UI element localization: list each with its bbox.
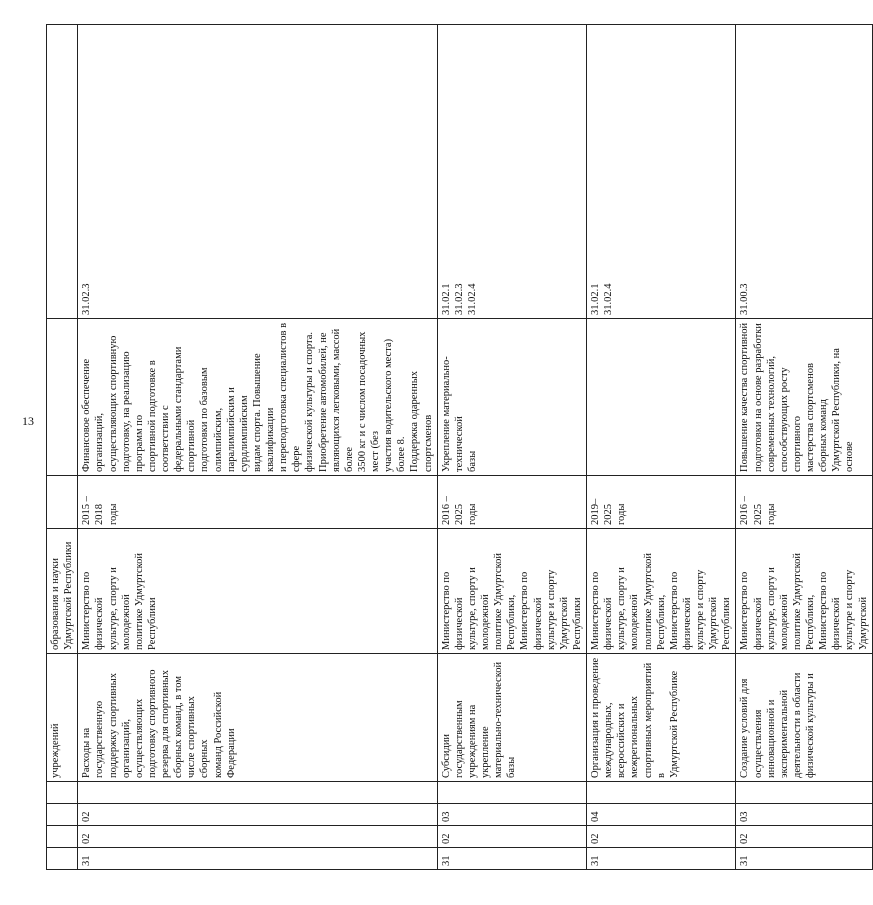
table-row <box>78 25 437 870</box>
table-row <box>437 25 586 870</box>
program-activities-table <box>46 24 873 870</box>
cell-name-continued: учреждений <box>47 654 78 782</box>
cell-executor: Министерство по физической культуре, спорту и молодежной политике Удмуртской Республики, Министерство по физической культуре и спорту Удмуртской <box>736 529 872 654</box>
cell-blank <box>47 25 78 319</box>
cell-gp: 31 <box>736 848 872 870</box>
cell-m <box>437 782 586 804</box>
cell-blank <box>47 804 78 826</box>
cell-indicators: 31.02.1 31.02.3 31.02.4 <box>437 25 586 319</box>
table-row <box>47 25 78 870</box>
cell-executor: Министерство по физической культуре, спорту и молодежной политике Удмуртской Республики, Министерство по физической культуре и спорту Удмуртской Республики <box>587 529 736 654</box>
cell-name: Создание условий для осуществления инновационной и экспериментальной деятельности в области физической культуры и <box>736 654 872 782</box>
cell-pp: 02 <box>736 826 872 848</box>
cell-om: 02 <box>78 804 437 826</box>
cell-result <box>587 319 736 476</box>
cell-executor: Министерство по физической культуре, спорту и молодежной политике Удмуртской Республики <box>78 529 437 654</box>
table-row <box>736 25 872 870</box>
cell-blank <box>47 782 78 804</box>
cell-name: Расходы на государственную поддержку спортивных организаций, осуществляющих подготовку спортивного резерва для спортивных сборных команд, в том числе спортивных сборных команд Российской Федерации <box>78 654 437 782</box>
cell-indicators: 31.00.3 <box>736 25 872 319</box>
cell-m <box>736 782 872 804</box>
page-number: 13 <box>22 414 34 428</box>
cell-period: 2016 – 2025 годы <box>736 476 872 529</box>
cell-pp: 02 <box>587 826 736 848</box>
cell-blank <box>47 476 78 529</box>
cell-om: 03 <box>437 804 586 826</box>
cell-name: Субсидии государственным учреждениям на укрепление материально-технической базы <box>437 654 586 782</box>
cell-blank <box>47 848 78 870</box>
cell-blank <box>47 826 78 848</box>
cell-blank <box>47 319 78 476</box>
cell-gp: 31 <box>437 848 586 870</box>
cell-period: 2019–2025 годы <box>587 476 736 529</box>
cell-om: 03 <box>736 804 872 826</box>
cell-executor-continued: образования и науки Удмуртской Республики <box>47 529 78 654</box>
cell-executor: Министерство по физической культуре, спорту и молодежной политике Удмуртской Республики, Министерство по физической культуре и спорту Удмуртской Республики <box>437 529 586 654</box>
cell-period: 2015 – 2018 годы <box>78 476 437 529</box>
cell-m <box>587 782 736 804</box>
cell-om: 04 <box>587 804 736 826</box>
cell-period: 2016 – 2025 годы <box>437 476 586 529</box>
cell-result: Повышение качества спортивной подготовки на основе разработки современных технологий, способствующих росту спортивного мастерства спортсменов сборных команд Удмуртской Республики, на основе <box>736 319 872 476</box>
cell-gp: 31 <box>78 848 437 870</box>
cell-gp: 31 <box>587 848 736 870</box>
rotated-table-container <box>46 25 869 870</box>
cell-name: Организация и проведение международных, всероссийских и межрегиональных спортивных мероприятий в Удмуртской Республике <box>587 654 736 782</box>
cell-pp: 02 <box>78 826 437 848</box>
cell-pp: 02 <box>437 826 586 848</box>
cell-indicators: 31.02.3 <box>78 25 437 319</box>
table-row <box>587 25 736 870</box>
cell-result: Финансовое обеспечение организаций, осуществляющих спортивную подготовку, на реализацию программ по спортивной подготовке в соответствии с федеральными стандартами спортивной подготовки по базовым олимпийским, паралимпийским и сурдлимпийским видам спорта. Повышение квалификации и переподготовка специалистов в сфере физической культуры и спорта. Приобретение автомобилей, не являющихся легковыми, массой более 3500 кг и с числом посадочных мест (без участия водительского места) более 8. Поддержка одаренных спортсменов <box>78 319 437 476</box>
cell-indicators: 31.02.1 31.02.4 <box>587 25 736 319</box>
cell-result: Укрепление материально-технической базы <box>437 319 586 476</box>
cell-m <box>78 782 437 804</box>
